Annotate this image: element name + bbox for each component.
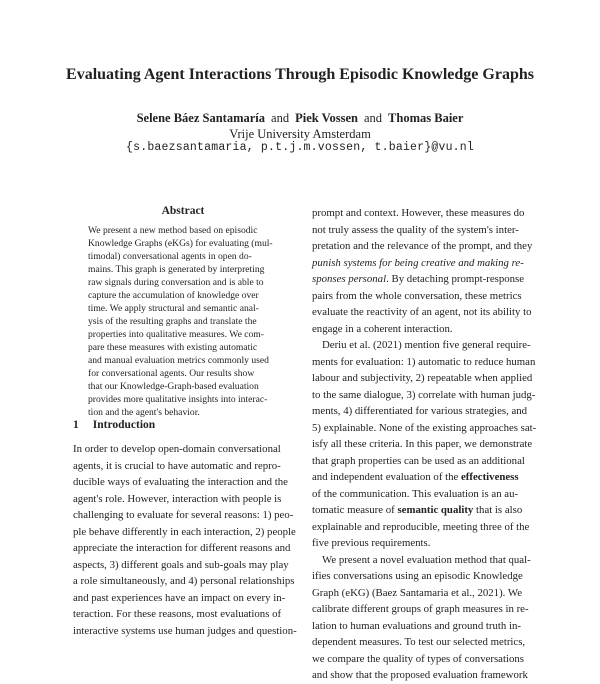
abstract-line: provides more qualitative insights into interac-	[88, 394, 268, 405]
body-line: appreciate the interaction for different reasons and	[73, 542, 291, 554]
author-email: {s.baezsantamaria, p.t.j.m.vossen, t.baier}@vu.nl	[126, 141, 474, 154]
abstract-line: mains. This graph is generated by interpreting	[88, 264, 265, 275]
author-name: Selene Báez Santamaría	[136, 111, 266, 125]
body-line: explainable and reproducible, meeting three of the	[312, 520, 530, 533]
body-line: ments, 4) differentiated for various strategies, and	[312, 405, 528, 417]
section-number: 1	[73, 419, 79, 431]
author-name: Piek Vossen	[295, 111, 358, 125]
body-line	[312, 469, 537, 486]
body-line: we compare the quality of types of conversations	[312, 652, 524, 665]
body-line: and show that the proposed evaluation framework	[312, 669, 528, 681]
body-line: aspects, 3) different goals and sub-goals may play	[73, 558, 289, 571]
author-list	[0, 111, 600, 126]
body-line: challenging to evaluate for several reasons: 1) peo-	[73, 509, 294, 521]
body-text: tomatic measure of	[312, 504, 398, 516]
body-text: . By detaching prompt-response	[386, 273, 525, 285]
body-line: pretation and the relevance of the prompt, and they	[312, 240, 533, 252]
body-line: evaluate the reactivity of an agent, not its ability to	[312, 306, 532, 318]
abstract-line: properties into qualitative measures. We com-	[88, 329, 264, 340]
body-line: agent's role. However, interaction with people is	[73, 492, 282, 505]
body-line: ducible ways of evaluating the interaction and the	[73, 476, 288, 488]
author-name: Thomas Baier	[388, 111, 464, 125]
body-text: that is also	[473, 504, 523, 516]
abstract-line: Knowledge Graphs (eKGs) for evaluating (mul-	[88, 238, 273, 249]
abstract-line: and manual evaluation metrics commonly used	[88, 355, 269, 366]
body-line: dependent measures. To test our selected metrics,	[312, 636, 526, 648]
body-line: lation to human evaluations and ground truth in-	[312, 619, 521, 632]
bold-term: effectiveness	[461, 471, 519, 483]
body-line: engage in a coherent interaction.	[312, 322, 453, 335]
body-line: punish systems for being creative and making re-	[312, 256, 524, 269]
abstract-line: capture the accumulation of knowledge over	[88, 290, 259, 301]
body-line: teraction. For these reasons, most evaluations of	[73, 608, 282, 620]
abstract-heading: Abstract	[161, 205, 205, 217]
body-line: of the communication. This evaluation is an au-	[312, 487, 519, 500]
body-line: Graph (eKG) (Baez Santamaria et al., 2021). We	[312, 586, 522, 599]
body-line: that graph properties can be used as an additional	[312, 454, 525, 467]
body-line: pairs from the whole conversation, these metrics	[312, 289, 522, 302]
body-line: 5) explainable. None of the existing approaches sat-	[312, 421, 537, 434]
body-line: ple behave differently in each interaction, 2) people	[73, 525, 296, 538]
emphasis-text: sponses personal	[312, 273, 387, 285]
author-separator: and	[271, 111, 290, 125]
abstract-line: We present a new method based on episodic	[88, 225, 258, 236]
body-line: and past experiences have an impact on every in-	[73, 591, 286, 604]
bold-term: semantic quality	[397, 504, 474, 516]
section-heading-introduction	[73, 419, 169, 431]
body-line: labour and subjectivity, 2) repeatable when applied	[312, 372, 533, 384]
affiliation: Vrije University Amsterdam	[229, 127, 371, 141]
paper-title: Evaluating Agent Interactions Through Episodic Knowledge Graphs	[66, 66, 534, 83]
abstract-line: that our Knowledge-Graph-based evaluation	[88, 381, 259, 392]
abstract-line: time. We apply structural and semantic anal-	[88, 303, 259, 314]
body-line	[312, 502, 537, 519]
body-line: agents, it is crucial to have automatic and repro-	[73, 459, 281, 472]
abstract-line: raw signals during conversation and is able to	[88, 277, 264, 288]
introduction-body	[73, 441, 298, 639]
abstract-line: tion and the agent's behavior.	[88, 407, 200, 418]
body-line: interactive systems use human judges and question-	[73, 624, 297, 637]
abstract-line: for conversational agents. Our results show	[88, 368, 255, 379]
body-text: and independent evaluation of the	[312, 471, 462, 483]
body-line: Deriu et al. (2021) mention five general require-	[322, 339, 531, 351]
body-line: We present a novel evaluation method that qual-	[322, 553, 531, 566]
abstract-line: ysis of the resulting graphs and translate the	[88, 316, 257, 327]
abstract-line: pare these measures with existing automatic	[88, 342, 258, 353]
abstract-line: timodal) conversational agents in open do-	[88, 251, 252, 262]
body-line: a role simultaneously, and 4) personal relationships	[73, 575, 295, 587]
body-line: to the same dialogue, 3) correlate with human judg-	[312, 388, 536, 401]
author-separator: and	[363, 111, 383, 125]
body-line	[312, 271, 537, 288]
body-line: In order to develop open-domain conversational	[73, 443, 281, 455]
body-line: ments for evaluation: 1) automatic to reduce human	[312, 355, 536, 368]
section-title: Introduction	[92, 419, 156, 431]
body-line: prompt and context. However, these measures do	[312, 207, 525, 219]
body-line: not truly assess the quality of the system's inter-	[312, 223, 519, 236]
body-line: five previous requirements.	[312, 537, 431, 549]
body-line: calibrate different groups of graph measures in re-	[312, 603, 529, 615]
right-column-body	[312, 205, 537, 684]
body-line: ifies conversations using an episodic Knowledge	[312, 570, 523, 582]
abstract-body	[88, 224, 283, 419]
body-line: isfy all these criteria. In this paper, we demonstrate	[312, 438, 533, 450]
